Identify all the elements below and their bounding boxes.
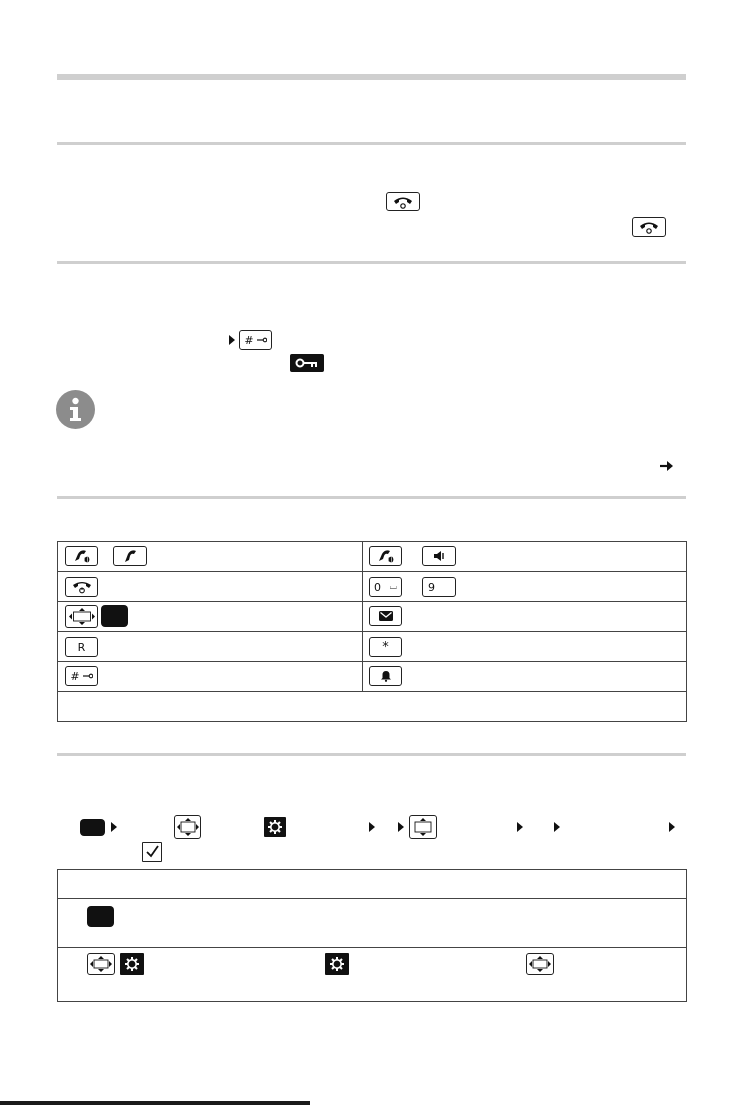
nav-key-icon [174,815,201,839]
bell-key-icon [369,666,402,686]
gear-icon [120,953,144,975]
step-arrow-icon [669,822,675,832]
r-key-icon: R [65,637,98,657]
step-arrow-icon [398,822,404,832]
end-call-key-icon [632,217,666,237]
section-rule-2 [57,261,686,264]
section-rule-top [57,74,686,80]
message-key-icon [369,606,402,626]
gear-icon [264,817,286,837]
zero-key-icon: 0 ⌴ [369,577,402,597]
arrow-right-icon [660,457,674,476]
nine-key-icon: 9 [422,577,456,597]
table-divider-h [57,691,687,692]
section-rule-3 [57,496,686,499]
table-divider-h [57,631,687,632]
speaker-key-icon [422,546,456,566]
table-divider-h [57,601,687,602]
table-divider-h [57,947,687,948]
checked-box-icon [142,842,162,862]
menu-table [57,869,687,1002]
step-arrow-icon [517,822,523,832]
handset-key-icon [113,546,147,566]
on-off-key-icon [65,577,98,597]
step-arrow-icon [369,822,375,832]
talk-key-icon [369,546,402,566]
nav-key-icon [87,953,115,975]
gear-icon [325,953,349,975]
menu-key-icon [80,819,105,836]
page-bottom-edge [0,1101,310,1105]
table-divider-h [57,571,687,572]
key-lock-symbol-icon [290,354,324,372]
menu-key-icon [87,906,114,927]
nav-key-icon [526,953,554,975]
menu-key-icon [101,605,128,627]
star-key-icon: * [369,637,402,657]
end-call-key-icon [386,192,420,211]
step-arrow-icon [554,822,560,832]
hash-lock-key-icon: # [65,666,98,686]
table-divider-h [57,898,687,899]
up-down-key-icon [409,815,437,839]
talk-key-icon [65,546,98,566]
info-icon [56,390,95,429]
table-divider-h [57,661,687,662]
step-arrow-icon [229,335,235,345]
section-rule-1 [57,142,686,145]
nav-key-icon [65,605,98,628]
table-divider-v [362,541,363,691]
step-arrow-icon [111,822,117,832]
section-rule-4 [57,753,686,756]
hash-lock-key-icon: # [239,330,272,350]
